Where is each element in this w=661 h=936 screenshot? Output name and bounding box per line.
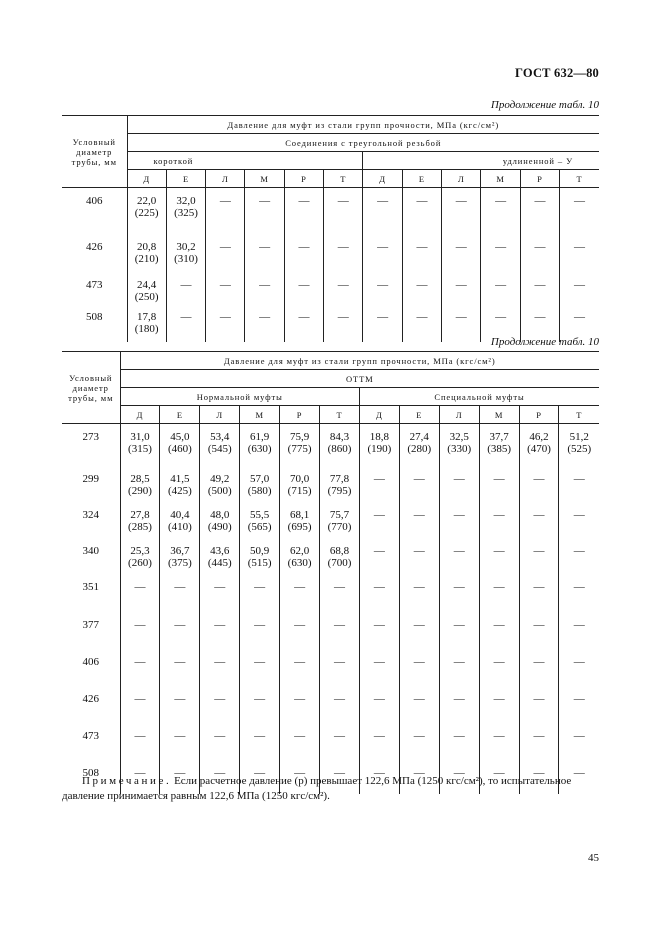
header-group-special: Специальной муфты: [359, 388, 599, 406]
cell-pressure: —: [559, 686, 599, 723]
table-row: [62, 188, 599, 234]
cell-pressure: —: [519, 466, 559, 502]
cell-pressure: 48,0 (490): [200, 502, 240, 538]
cell-pressure: —: [160, 760, 200, 794]
cell-pressure: —: [240, 612, 280, 649]
cell-pressure: —: [324, 304, 363, 342]
cell-pressure: —: [206, 272, 245, 304]
cell-pressure: —: [120, 686, 160, 723]
cell-pressure: —: [559, 723, 599, 760]
cell-pressure: 77,8 (795): [320, 466, 360, 502]
cell-pressure: —: [320, 649, 360, 686]
cell-pressure: —: [439, 466, 479, 502]
cell-pressure: —: [479, 574, 519, 612]
cell-pressure: 25,3 (260): [120, 538, 160, 574]
pressure-table-ottm: [62, 351, 599, 794]
cell-diameter: 426: [86, 240, 103, 253]
table-row: [62, 723, 599, 760]
cell-pressure: —: [399, 466, 439, 502]
cell-pressure: —: [399, 760, 439, 794]
column-header-grade: Т: [559, 406, 599, 424]
cell-pressure: 22,0 (225): [127, 188, 166, 234]
cell-pressure: —: [120, 612, 160, 649]
cell-pressure: —: [280, 574, 320, 612]
cell-pressure: 55,5 (565): [240, 502, 280, 538]
cell-pressure: —: [399, 649, 439, 686]
cell-pressure: —: [439, 649, 479, 686]
cell-pressure: —: [519, 574, 559, 612]
cell-pressure: —: [280, 723, 320, 760]
cell-pressure: —: [324, 272, 363, 304]
cell-pressure: —: [206, 234, 245, 272]
cell-pressure: —: [284, 304, 323, 342]
column-header-grade: Е: [166, 170, 205, 188]
page-number: 45: [588, 852, 599, 864]
cell-pressure: —: [280, 686, 320, 723]
cell-pressure: —: [359, 466, 399, 502]
table-row: [62, 466, 599, 502]
cell-pressure: —: [359, 538, 399, 574]
column-header-grade: Л: [442, 170, 481, 188]
column-header-grade: Е: [402, 170, 441, 188]
cell-pressure: —: [479, 466, 519, 502]
cell-pressure: —: [320, 760, 360, 794]
header-connection-type: ОТТМ: [120, 370, 599, 388]
cell-pressure: —: [479, 612, 519, 649]
cell-pressure: 27,8 (285): [120, 502, 160, 538]
cell-pressure: —: [280, 760, 320, 794]
cell-pressure: —: [245, 272, 284, 304]
cell-pressure: —: [363, 234, 402, 272]
cell-pressure: —: [439, 723, 479, 760]
column-header-grade: Р: [284, 170, 323, 188]
cell-pressure: —: [481, 234, 520, 272]
cell-pressure: —: [479, 502, 519, 538]
cell-pressure: 17,8 (180): [127, 304, 166, 342]
cell-pressure: 36,7 (375): [160, 538, 200, 574]
cell-pressure: 18,8 (190): [359, 424, 399, 466]
cell-diameter: 273: [82, 431, 99, 443]
cell-pressure: —: [559, 502, 599, 538]
cell-pressure: —: [439, 686, 479, 723]
cell-pressure: —: [320, 574, 360, 612]
cell-pressure: —: [280, 649, 320, 686]
note-lead: Примечание.: [82, 775, 172, 787]
column-header-grade: Д: [120, 406, 160, 424]
column-header-grade: Л: [200, 406, 240, 424]
cell-pressure: —: [560, 234, 599, 272]
cell-pressure: —: [240, 686, 280, 723]
cell-pressure: —: [439, 612, 479, 649]
cell-pressure: 68,1 (695): [280, 502, 320, 538]
cell-pressure: 46,2 (470): [519, 424, 559, 466]
cell-pressure: —: [120, 760, 160, 794]
column-header-grade: Р: [280, 406, 320, 424]
cell-pressure: —: [519, 760, 559, 794]
cell-pressure: —: [560, 272, 599, 304]
cell-diameter: 340: [82, 544, 99, 557]
column-header-grade: Л: [439, 406, 479, 424]
cell-pressure: —: [439, 502, 479, 538]
column-header-grade: Д: [127, 170, 166, 188]
table-row: [62, 538, 599, 574]
cell-pressure: 31,0 (315): [120, 424, 160, 466]
column-header-grade: Д: [363, 170, 402, 188]
cell-pressure: 32,5 (330): [439, 424, 479, 466]
cell-pressure: —: [399, 612, 439, 649]
note-text: Если расчетное давление (p) превышает 122,6 МПа (1250 кгс/см²), то испытательное давление принимается равным 122,6 МПа (1250 кгс/см²).: [62, 775, 572, 802]
column-header-grade: М: [240, 406, 280, 424]
cell-pressure: —: [160, 723, 200, 760]
cell-diameter: 324: [82, 508, 99, 521]
cell-pressure: —: [520, 272, 559, 304]
cell-pressure: —: [560, 188, 599, 234]
cell-pressure: —: [166, 272, 205, 304]
cell-diameter: 406: [82, 655, 99, 668]
cell-pressure: —: [245, 188, 284, 234]
column-header-grade: Т: [560, 170, 599, 188]
cell-pressure: —: [519, 649, 559, 686]
cell-pressure: 30,2 (310): [166, 234, 205, 272]
cell-pressure: 28,5 (290): [120, 466, 160, 502]
cell-pressure: —: [200, 723, 240, 760]
column-header-grade: М: [481, 170, 520, 188]
cell-pressure: —: [284, 188, 323, 234]
cell-pressure: —: [560, 304, 599, 342]
cell-pressure: —: [402, 188, 441, 234]
cell-pressure: —: [559, 574, 599, 612]
cell-pressure: 84,3 (860): [320, 424, 360, 466]
cell-pressure: 51,2 (525): [559, 424, 599, 466]
cell-pressure: —: [284, 234, 323, 272]
cell-pressure: —: [399, 686, 439, 723]
cell-diameter: 406: [86, 195, 103, 207]
table-row: [62, 272, 599, 304]
cell-pressure: 37,7 (385): [479, 424, 519, 466]
cell-pressure: —: [160, 574, 200, 612]
cell-pressure: 75,7 (770): [320, 502, 360, 538]
column-header-grade: Р: [520, 170, 559, 188]
column-header-grade: Т: [320, 406, 360, 424]
table-row: [62, 574, 599, 612]
cell-pressure: —: [160, 612, 200, 649]
cell-pressure: —: [520, 304, 559, 342]
cell-pressure: —: [206, 188, 245, 234]
cell-pressure: —: [399, 502, 439, 538]
table-row: [62, 686, 599, 723]
table-row: [62, 502, 599, 538]
cell-pressure: —: [479, 649, 519, 686]
cell-pressure: 24,4 (250): [127, 272, 166, 304]
table-row: [62, 612, 599, 649]
header-group-extended: удлиненной – У: [363, 152, 599, 170]
header-pressure: Давление для муфт из стали групп прочности, МПа (кгс/см²): [127, 116, 599, 134]
pressure-table-triangular-thread: [62, 115, 599, 342]
cell-pressure: —: [206, 304, 245, 342]
cell-pressure: —: [519, 686, 559, 723]
cell-pressure: 57,0 (580): [240, 466, 280, 502]
cell-pressure: —: [160, 686, 200, 723]
cell-pressure: —: [399, 538, 439, 574]
cell-pressure: —: [519, 502, 559, 538]
column-header-diameter: Условный диаметр трубы, мм: [62, 352, 120, 424]
cell-pressure: —: [363, 188, 402, 234]
cell-pressure: —: [359, 723, 399, 760]
cell-pressure: —: [439, 538, 479, 574]
cell-pressure: 20,8 (210): [127, 234, 166, 272]
column-header-grade: Д: [359, 406, 399, 424]
cell-pressure: —: [284, 272, 323, 304]
cell-pressure: —: [519, 612, 559, 649]
cell-pressure: —: [324, 188, 363, 234]
cell-pressure: 40,4 (410): [160, 502, 200, 538]
cell-diameter: 508: [82, 766, 99, 779]
cell-pressure: 27,4 (280): [399, 424, 439, 466]
cell-pressure: —: [200, 574, 240, 612]
column-header-grade: М: [245, 170, 284, 188]
cell-pressure: 68,8 (700): [320, 538, 360, 574]
cell-pressure: —: [240, 649, 280, 686]
cell-pressure: —: [320, 723, 360, 760]
header-group-normal: Нормальной муфты: [120, 388, 359, 406]
cell-pressure: —: [200, 686, 240, 723]
cell-pressure: —: [359, 760, 399, 794]
cell-pressure: 41,5 (425): [160, 466, 200, 502]
cell-pressure: —: [402, 304, 441, 342]
cell-pressure: —: [359, 574, 399, 612]
table-continuation-label: Продолжение табл. 10: [490, 336, 599, 348]
cell-diameter: 508: [86, 310, 103, 323]
cell-pressure: —: [559, 649, 599, 686]
cell-pressure: —: [363, 304, 402, 342]
cell-diameter: 426: [82, 692, 99, 705]
cell-pressure: —: [442, 234, 481, 272]
cell-pressure: —: [324, 234, 363, 272]
cell-diameter: 299: [82, 472, 99, 485]
cell-diameter: 377: [82, 618, 99, 631]
cell-pressure: —: [442, 188, 481, 234]
column-header-diameter: Условный диаметр трубы, мм: [62, 116, 127, 188]
table-row: [62, 649, 599, 686]
cell-pressure: 50,9 (515): [240, 538, 280, 574]
cell-pressure: —: [359, 612, 399, 649]
column-header-grade: Е: [160, 406, 200, 424]
cell-pressure: —: [479, 723, 519, 760]
cell-pressure: —: [320, 686, 360, 723]
cell-pressure: 70,0 (715): [280, 466, 320, 502]
cell-pressure: —: [439, 760, 479, 794]
cell-diameter: 473: [82, 729, 99, 742]
column-header-grade: Р: [519, 406, 559, 424]
cell-pressure: —: [481, 272, 520, 304]
table-row: [62, 234, 599, 272]
cell-pressure: —: [402, 234, 441, 272]
cell-pressure: 32,0 (325): [166, 188, 205, 234]
cell-pressure: —: [559, 466, 599, 502]
cell-pressure: —: [120, 723, 160, 760]
table-note: [62, 774, 599, 804]
column-header-grade: Т: [324, 170, 363, 188]
cell-pressure: —: [160, 649, 200, 686]
cell-diameter: 351: [82, 580, 99, 593]
cell-pressure: —: [120, 574, 160, 612]
cell-pressure: —: [559, 612, 599, 649]
cell-pressure: 43,6 (445): [200, 538, 240, 574]
cell-pressure: —: [363, 272, 402, 304]
cell-pressure: —: [200, 649, 240, 686]
cell-pressure: —: [479, 686, 519, 723]
table-row: [62, 424, 599, 466]
cell-pressure: —: [520, 188, 559, 234]
cell-pressure: —: [240, 760, 280, 794]
cell-pressure: —: [245, 304, 284, 342]
cell-pressure: —: [245, 234, 284, 272]
header-pressure: Давление для муфт из стали групп прочности, МПа (кгс/см²): [120, 352, 599, 370]
cell-pressure: 53,4 (545): [200, 424, 240, 466]
header-group-short: короткой: [127, 152, 363, 170]
cell-pressure: —: [559, 538, 599, 574]
cell-pressure: —: [200, 612, 240, 649]
cell-diameter: 473: [86, 278, 103, 291]
cell-pressure: —: [320, 612, 360, 649]
cell-pressure: —: [479, 760, 519, 794]
cell-pressure: —: [359, 686, 399, 723]
document-code: ГОСТ 632—80: [515, 66, 599, 80]
cell-pressure: 61,9 (630): [240, 424, 280, 466]
cell-pressure: —: [399, 574, 439, 612]
cell-pressure: 75,9 (775): [280, 424, 320, 466]
cell-pressure: —: [442, 272, 481, 304]
cell-pressure: —: [120, 649, 160, 686]
cell-pressure: —: [481, 304, 520, 342]
cell-pressure: —: [240, 723, 280, 760]
cell-pressure: —: [479, 538, 519, 574]
cell-pressure: —: [481, 188, 520, 234]
cell-pressure: —: [519, 538, 559, 574]
column-header-grade: Е: [399, 406, 439, 424]
cell-pressure: —: [442, 304, 481, 342]
cell-pressure: —: [402, 272, 441, 304]
cell-pressure: —: [200, 760, 240, 794]
cell-pressure: —: [520, 234, 559, 272]
cell-pressure: 62,0 (630): [280, 538, 320, 574]
cell-pressure: —: [399, 723, 439, 760]
cell-pressure: —: [240, 574, 280, 612]
cell-pressure: —: [280, 612, 320, 649]
cell-pressure: —: [359, 502, 399, 538]
column-header-grade: М: [479, 406, 519, 424]
column-header-grade: Л: [206, 170, 245, 188]
header-connection-type: Соединения с треугольной резьбой: [127, 134, 599, 152]
cell-pressure: —: [359, 649, 399, 686]
cell-pressure: 49,2 (500): [200, 466, 240, 502]
cell-pressure: 45,0 (460): [160, 424, 200, 466]
cell-pressure: —: [559, 760, 599, 794]
table-continuation-label: Продолжение табл. 10: [490, 99, 599, 111]
cell-pressure: —: [166, 304, 205, 342]
cell-pressure: —: [519, 723, 559, 760]
cell-pressure: —: [439, 574, 479, 612]
